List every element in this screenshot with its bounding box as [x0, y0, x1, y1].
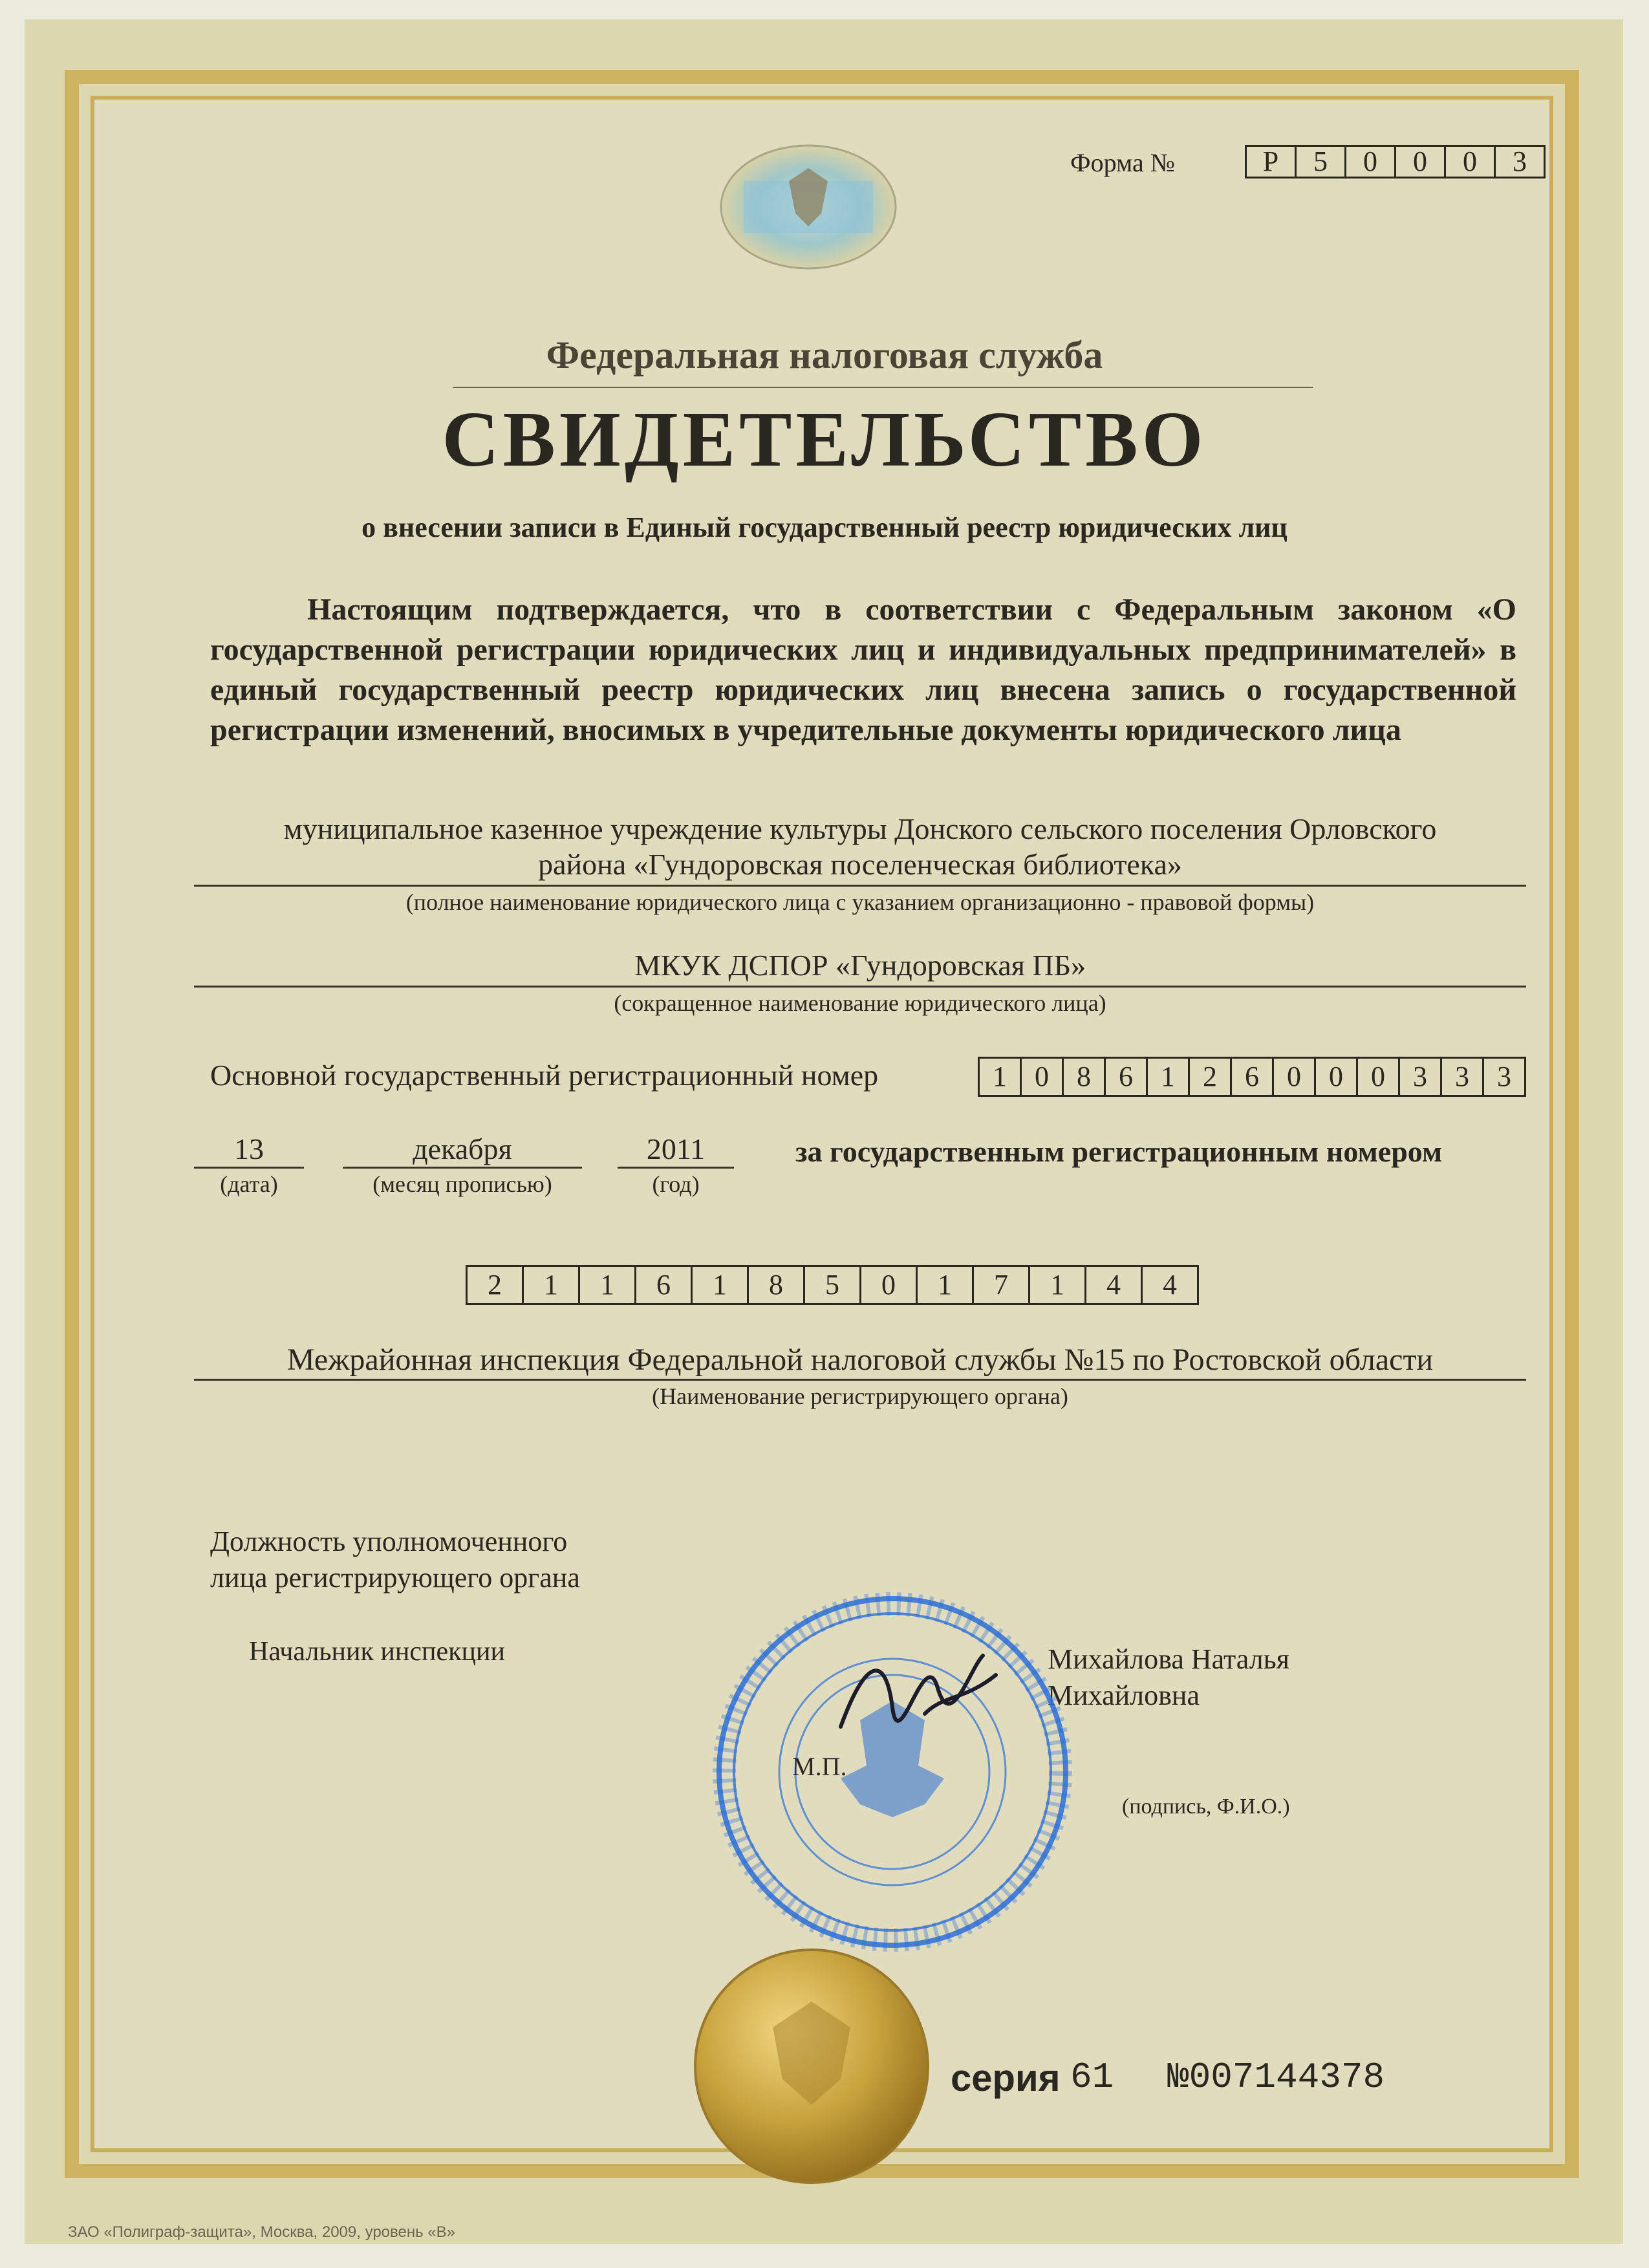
- series-label: серия: [951, 2057, 1061, 2099]
- stamp-place-label: М.П.: [792, 1752, 847, 1781]
- signer-name-line2: Михайловна: [1048, 1679, 1200, 1711]
- digit-box: 0: [1272, 1057, 1314, 1097]
- digit-box: 2: [1188, 1057, 1230, 1097]
- certification-paragraph: Настоящим подтверждается, что в соответствии с Федеральным законом «О государственной регистрации юридических лиц и индивидуальных предпринимателей» в единый государственный реестр юридических лиц внесена запись о государственной регистрации изменений, вносимых в учредительные документы юридического лица: [210, 592, 1516, 747]
- signature-icon: [828, 1630, 1022, 1759]
- hologram-emblem-icon: [718, 142, 899, 272]
- ogrn-number-boxes: [978, 1057, 1526, 1097]
- certificate-number: №007144378: [1167, 2057, 1385, 2098]
- digit-box: 0: [1020, 1057, 1062, 1097]
- digit-box: 3: [1482, 1057, 1526, 1097]
- digit-box: 0: [1344, 145, 1394, 178]
- digit-box: 1: [578, 1265, 634, 1305]
- digit-box: 0: [1444, 145, 1494, 178]
- agency-name: Федеральная налоговая служба: [546, 334, 1103, 376]
- digit-box: 6: [1104, 1057, 1146, 1097]
- digit-box: 8: [1062, 1057, 1104, 1097]
- form-number-boxes: [1245, 145, 1546, 178]
- date-year: 2011: [646, 1132, 706, 1165]
- date-year-underline: [618, 1167, 734, 1169]
- digit-box: 0: [1394, 145, 1444, 178]
- date-year-caption: (год): [652, 1171, 700, 1197]
- digit-box: Р: [1245, 145, 1295, 178]
- digit-box: 6: [1230, 1057, 1272, 1097]
- full-name-underline: [194, 885, 1526, 887]
- digit-box: 3: [1398, 1057, 1440, 1097]
- document-title: СВИДЕТЕЛЬСТВО: [442, 396, 1207, 483]
- position-label-line2: лица регистрирующего органа: [210, 1562, 580, 1593]
- printer-note: ЗАО «Полиграф-защита», Москва, 2009, уровень «В»: [68, 2223, 455, 2241]
- full-name-caption: (полное наименование юридического лица с указанием организационно - правовой формы): [405, 889, 1315, 915]
- document-subtitle: о внесении записи в Единый государственный реестр юридических лиц: [361, 512, 1288, 543]
- digit-box: 5: [803, 1265, 859, 1305]
- agency-underline: [453, 387, 1313, 388]
- digit-box: 3: [1494, 145, 1546, 178]
- digit-box: 1: [1146, 1057, 1188, 1097]
- grn-number-boxes: [466, 1265, 1199, 1305]
- short-name: МКУК ДСПОР «Гундоровская ПБ»: [634, 949, 1086, 982]
- short-name-underline: [194, 986, 1526, 988]
- gold-seal-icon: [689, 1943, 934, 2189]
- date-month: декабря: [413, 1132, 512, 1165]
- digit-box: 7: [972, 1265, 1028, 1305]
- digit-box: 1: [691, 1265, 747, 1305]
- date-day: 13: [234, 1132, 264, 1165]
- position-value: Начальник инспекции: [249, 1637, 505, 1667]
- digit-box: 6: [634, 1265, 691, 1305]
- date-month-caption: (месяц прописью): [372, 1171, 552, 1197]
- series-value: 61: [1070, 2057, 1114, 2098]
- digit-box: 2: [466, 1265, 522, 1305]
- digit-box: 0: [1356, 1057, 1398, 1097]
- signature-caption: (подпись, Ф.И.О.): [1122, 1795, 1290, 1819]
- registering-authority: Межрайонная инспекция Федеральной налоговой службы №15 по Ростовской области: [286, 1343, 1434, 1377]
- digit-box: 1: [1028, 1265, 1084, 1305]
- authority-underline: [194, 1379, 1526, 1381]
- digit-box: 1: [978, 1057, 1020, 1097]
- date-month-underline: [343, 1167, 582, 1169]
- ogrn-label: Основной государственный регистрационный номер: [210, 1059, 879, 1092]
- digit-box: 1: [522, 1265, 578, 1305]
- full-name-line2: района «Гундоровская поселенческая библиотека»: [538, 848, 1182, 881]
- date-day-caption: (дата): [220, 1171, 278, 1197]
- digit-box: 8: [747, 1265, 803, 1305]
- digit-box: 3: [1440, 1057, 1482, 1097]
- authority-caption: (Наименование регистрирующего органа): [652, 1383, 1068, 1409]
- digit-box: 0: [859, 1265, 916, 1305]
- digit-box: 4: [1141, 1265, 1199, 1305]
- short-name-caption: (сокращенное наименование юридического лица): [614, 990, 1106, 1016]
- form-label: Форма №: [1070, 148, 1175, 177]
- position-label-line1: Должность уполномоченного: [210, 1526, 568, 1557]
- digit-box: 1: [916, 1265, 972, 1305]
- digit-box: 0: [1314, 1057, 1356, 1097]
- digit-box: 5: [1295, 145, 1344, 178]
- full-name-line1: муниципальное казенное учреждение культуры Донского сельского поселения Орловского: [283, 812, 1437, 845]
- grn-label: за государственным регистрационным номером: [795, 1135, 1443, 1168]
- date-day-underline: [194, 1167, 304, 1169]
- signer-name-line1: Михайлова Наталья: [1048, 1643, 1289, 1675]
- digit-box: 4: [1084, 1265, 1141, 1305]
